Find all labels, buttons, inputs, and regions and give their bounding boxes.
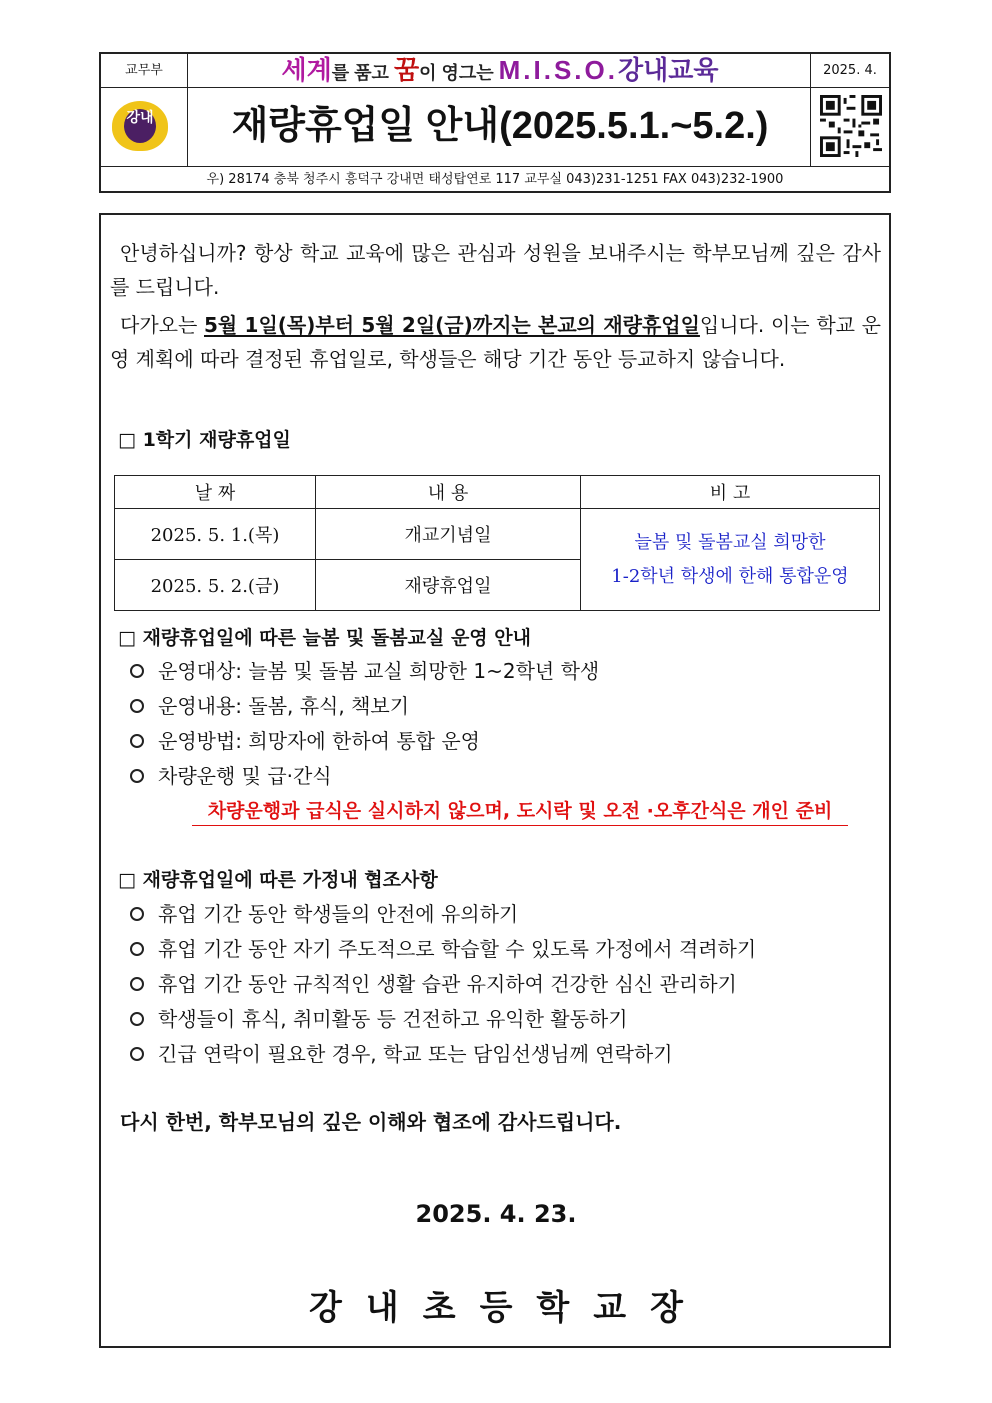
slogan-part: 이 영그는 [419, 63, 499, 83]
qr-cell [810, 87, 889, 166]
school-slogan [187, 54, 813, 87]
table-row [115, 509, 880, 560]
closure-period-highlight: 5월 1일(목)부터 5월 2일(금)까지는 본교의 재량휴업일 [204, 313, 700, 337]
list-item [130, 760, 332, 789]
list-item-text: 휴업 기간 동안 학생들의 안전에 유의하기 [158, 902, 519, 926]
list-item [130, 690, 409, 719]
slogan-part: 세계 [281, 55, 332, 85]
school-emblem-icon [112, 101, 168, 151]
school-emblem-text: 강내 [124, 109, 156, 143]
meal-transport-warning: 차량운행과 급식은 실시하지 않으며, 도시락 및 오전 ·오후간식은 개인 준비 [192, 796, 848, 826]
table-cell-date: 2025. 5. 1.(목) [115, 509, 316, 560]
list-item-text: 차량운행 및 급·간식 [158, 764, 332, 788]
table-header-row [115, 476, 880, 509]
column-header-content: 내 용 [316, 476, 581, 509]
slogan-part: M.I.S.O. [498, 55, 618, 85]
list-item [130, 655, 599, 684]
slogan-part: 꿈 [393, 55, 420, 85]
list-item [130, 898, 518, 927]
list-item [130, 968, 737, 997]
list-item-text: 휴업 기간 동안 자기 주도적으로 학습할 수 있도록 가정에서 격려하기 [158, 937, 757, 961]
intro-text: 다가오는 [120, 313, 204, 337]
slogan-part: 강내교육 [617, 55, 719, 85]
issue-date: 2025. 4. [810, 54, 889, 87]
bullet-circle-icon [130, 907, 144, 921]
bullet-circle-icon [130, 1012, 144, 1026]
list-item-text: 운영내용: 돌봄, 휴식, 책보기 [158, 694, 410, 718]
table-cell-note [581, 509, 880, 611]
bullet-circle-icon [130, 977, 144, 991]
closing-remark: 다시 한번, 학부모님의 깊은 이해와 협조에 감사드립니다. [120, 1110, 622, 1134]
letterhead-top-row [101, 54, 889, 88]
section-title-care-class: □ 재량휴업일에 따른 늘봄 및 돌봄교실 운영 안내 [118, 627, 531, 649]
list-item-text: 운영방법: 희망자에 한하여 통합 운영 [158, 729, 480, 753]
section-title-home-cooperation: □ 재량휴업일에 따른 가정내 협조사항 [118, 869, 438, 891]
school-logo-cell [101, 87, 188, 166]
table-cell-date: 2025. 5. 2.(금) [115, 560, 316, 611]
intro-paragraph-2 [110, 308, 881, 376]
letterhead-title-row [101, 87, 889, 167]
intro-text: 입니다. 이는 학교 운영 계획에 따라 결정된 휴업일로, 학생들은 해당 기간 동안 등교하지 않습니다. [110, 313, 881, 371]
list-item [130, 1003, 628, 1032]
list-item-text: 학생들이 휴식, 취미활동 등 건전하고 유익한 활동하기 [158, 1007, 628, 1031]
note-line: 1-2학년 학생에 한해 통합운영 [611, 565, 849, 587]
bullet-circle-icon [130, 1047, 144, 1061]
list-item [130, 725, 480, 754]
list-item [130, 933, 756, 962]
list-item-text: 운영대상: 늘봄 및 돌봄 교실 희망한 1~2학년 학생 [158, 659, 600, 683]
bullet-circle-icon [130, 664, 144, 678]
bullet-circle-icon [130, 699, 144, 713]
school-address: 우) 28174 충북 청주시 흥덕구 강내면 태성탑연로 117 교무실 043)231-1251 FAX 043)232-1900 [206, 172, 784, 187]
intro-paragraph-1: 안녕하십니까? 항상 학교 교육에 많은 관심과 성원을 보내주시는 학부모님께 깊은 감사를 드립니다. [110, 241, 881, 299]
principal-signature: 강내초등학교장 [309, 1288, 707, 1328]
qr-code-icon [820, 95, 882, 157]
department-label: 교무부 [101, 54, 188, 87]
signature-date: 2025. 4. 23. [415, 1200, 577, 1228]
letterhead [99, 52, 891, 193]
table-cell-content: 재량휴업일 [316, 560, 581, 611]
list-item [130, 1038, 673, 1067]
bullet-circle-icon [130, 769, 144, 783]
column-header-note: 비 고 [581, 476, 880, 509]
bullet-circle-icon [130, 942, 144, 956]
table-cell-content: 개교기념일 [316, 509, 581, 560]
document-title: 재량휴업일 안내(2025.5.1.~5.2.) [231, 105, 769, 147]
schedule-table [114, 475, 880, 611]
section-title-schedule: □ 1학기 재량휴업일 [118, 429, 291, 451]
list-item-text: 휴업 기간 동안 규칙적인 생활 습관 유지하여 건강한 심신 관리하기 [158, 972, 737, 996]
slogan-part: 를 품고 [331, 63, 394, 83]
column-header-date: 날 짜 [115, 476, 316, 509]
note-line: 늘봄 및 돌봄교실 희망한 [634, 531, 826, 553]
list-item-text: 긴급 연락이 필요한 경우, 학교 또는 담임선생님께 연락하기 [158, 1042, 673, 1066]
bullet-circle-icon [130, 734, 144, 748]
